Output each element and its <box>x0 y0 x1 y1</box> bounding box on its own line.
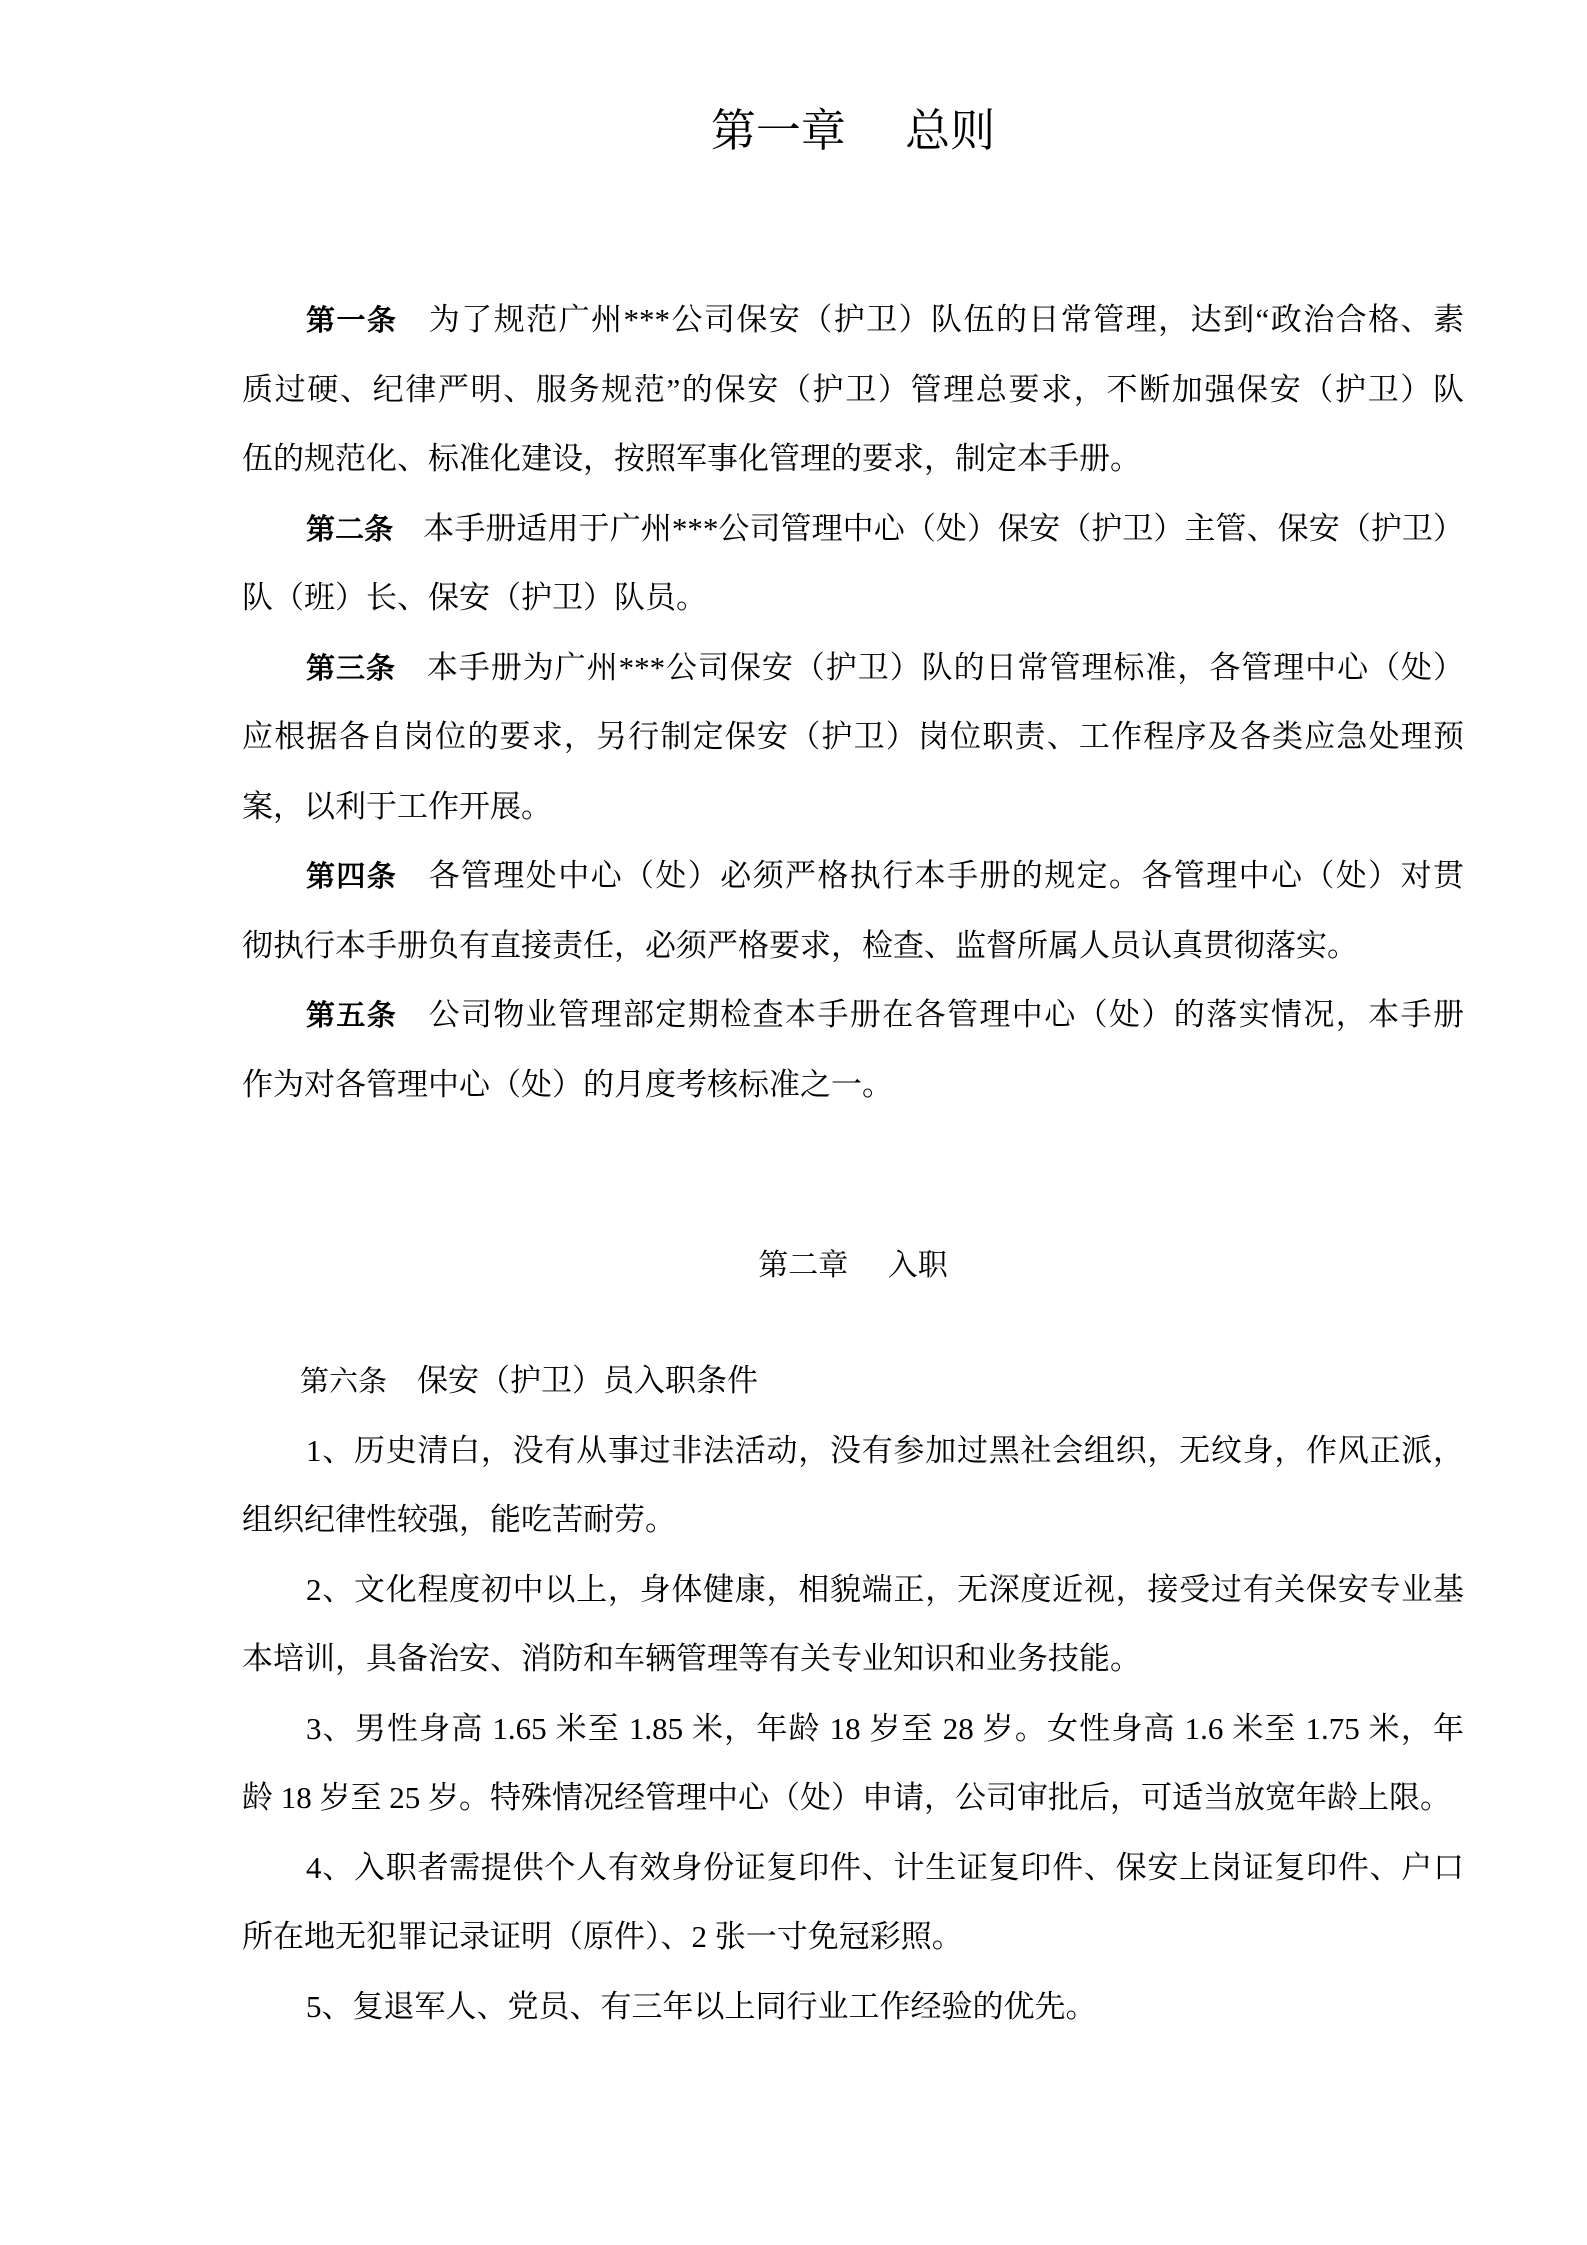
requirement-item-1 <box>242 1416 1464 1555</box>
article-text: 本手册为广州***公司保安（护卫）队的日常管理标准，各管理中心（处） <box>425 649 1464 685</box>
article-1-line-3: 伍的规范化、标准化建设，按照军事化管理的要求，制定本手册。 <box>242 441 1141 476</box>
requirement-item-5 <box>242 1972 1464 2042</box>
article-1-line-2: 质过硬、纪律严明、服务规范”的保安（护卫）管理总要求，不断加强保安（护卫）队 <box>242 371 1464 407</box>
article-5 <box>242 980 1464 1119</box>
article-label: 第二条 <box>306 511 394 546</box>
requirement-line: 1、历史清白，没有从事过非法活动，没有参加过黑社会组织，无纹身，作风正派， <box>306 1432 1464 1468</box>
article-2-line-1 <box>242 494 1464 564</box>
article-1-line-1 <box>242 285 1464 355</box>
requirement-line: 3、男性身高 1.65 米至 1.85 米，年龄 18 岁至 28 岁。女性身高 1.6 米至 1.75 米，年 <box>306 1710 1464 1746</box>
chapter-2-title: 第二章 入职 <box>758 1248 948 1283</box>
requirement-item-4 <box>242 1833 1464 1972</box>
article-label: 第三条 <box>306 650 396 685</box>
article-4-line-1 <box>242 841 1464 911</box>
article-4-line-2: 彻执行本手册负有直接责任，必须严格要求，检查、监督所属人员认真贯彻落实。 <box>242 927 1358 963</box>
requirement-item-3 <box>242 1694 1464 1833</box>
article-4 <box>242 841 1464 980</box>
requirement-line: 2、文化程度初中以上，身体健康，相貌端正，无深度近视，接受过有关保安专业基 <box>306 1571 1464 1607</box>
article-6-title: 保安（护卫）员入职条件 <box>417 1363 759 1398</box>
requirement-line: 组织纪律性较强，能吃苦耐劳。 <box>242 1502 676 1537</box>
article-3-line-1 <box>242 633 1464 703</box>
chapter-2-body <box>242 1346 1464 2041</box>
article-2-line-2: 队（班）长、保安（护卫）队员。 <box>242 580 707 615</box>
article-5-line-1 <box>242 980 1464 1050</box>
article-text: 公司物业管理部定期检查本手册在各管理中心（处）的落实情况，本手册 <box>427 997 1464 1032</box>
article-label: 第六条 <box>300 1364 388 1398</box>
requirement-line: 本培训，具备治安、消防和车辆管理等有关专业知识和业务技能。 <box>242 1641 1141 1676</box>
article-2 <box>242 494 1464 633</box>
requirement-line: 5、复退军人、党员、有三年以上同行业工作经验的优先。 <box>306 1988 1097 2024</box>
article-label: 第四条 <box>306 859 398 893</box>
article-5-line-2: 作为对各管理中心（处）的月度考核标准之一。 <box>242 1066 893 1102</box>
requirement-line: 龄 18 岁至 25 岁。特殊情况经管理中心（处）申请，公司审批后，可适当放宽年龄上限。 <box>242 1780 1451 1815</box>
requirement-line: 4、入职者需提供个人有效身份证复印件、计生证复印件、保安上岗证复印件、户口 <box>306 1849 1464 1885</box>
article-label: 第五条 <box>306 998 398 1032</box>
article-6-heading <box>242 1346 1464 1416</box>
article-1 <box>242 285 1464 494</box>
requirement-item-2 <box>242 1555 1464 1694</box>
article-3 <box>242 633 1464 842</box>
chapter-1-title: 第一章 总则 <box>710 104 996 157</box>
requirement-line: 所在地无犯罪记录证明（原件）、2 张一寸免冠彩照。 <box>242 1919 963 1954</box>
article-text: 各管理处中心（处）必须严格执行本手册的规定。各管理中心（处）对贯 <box>427 858 1464 893</box>
article-text: 为了规范广州***公司保安（护卫）队伍的日常管理，达到“政治合格、素 <box>427 302 1464 337</box>
article-3-line-3: 案，以利于工作开展。 <box>242 788 552 824</box>
chapter-1-body <box>242 285 1464 1119</box>
article-text: 本手册适用于广州***公司管理中心（处）保安（护卫）主管、保安（护卫） <box>423 510 1464 546</box>
article-label: 第一条 <box>306 303 398 337</box>
article-3-line-2: 应根据各自岗位的要求，另行制定保安（护卫）岗位职责、工作程序及各类应急处理预 <box>242 719 1464 754</box>
